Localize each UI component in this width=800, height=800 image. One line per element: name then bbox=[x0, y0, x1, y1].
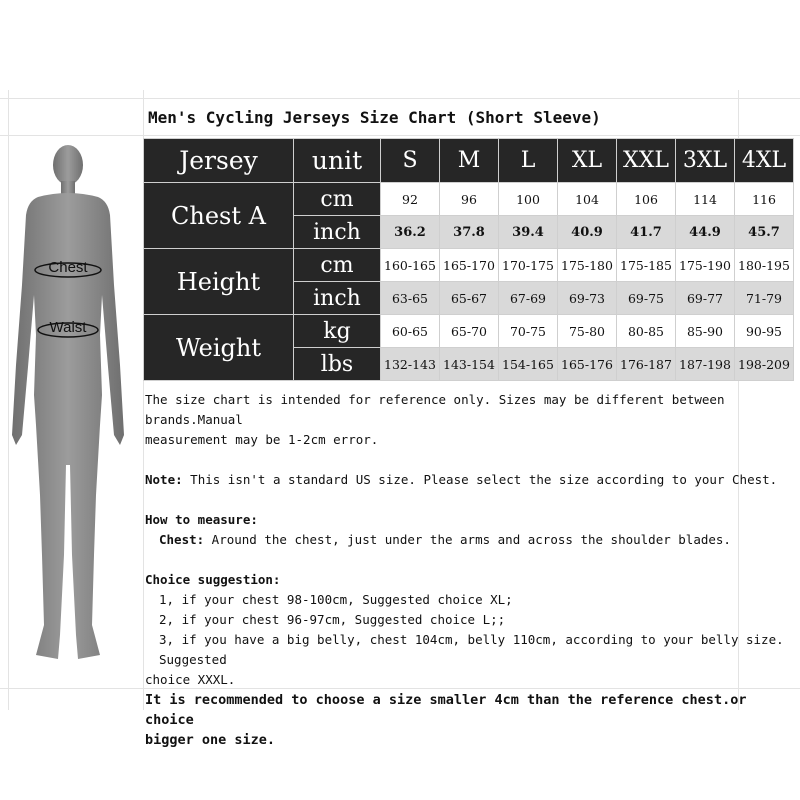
value-cell: 143-154 bbox=[440, 348, 499, 381]
value-cell: 116 bbox=[735, 183, 794, 216]
header-size: L bbox=[499, 139, 558, 183]
row-label-height: Height bbox=[144, 249, 294, 315]
value-cell: 69-77 bbox=[676, 282, 735, 315]
value-cell: 71-79 bbox=[735, 282, 794, 315]
value-cell: 37.8 bbox=[440, 216, 499, 249]
recommendation-text: bigger one size. bbox=[145, 732, 276, 748]
value-cell: 170-175 bbox=[499, 249, 558, 282]
choice-item: choice XXXL. bbox=[145, 672, 236, 687]
value-cell: 75-80 bbox=[558, 315, 617, 348]
table-row bbox=[144, 315, 794, 348]
header-size: S bbox=[381, 139, 440, 183]
notes-block bbox=[145, 390, 795, 750]
value-cell: 85-90 bbox=[676, 315, 735, 348]
value-cell: 92 bbox=[381, 183, 440, 216]
chest-label: Chest bbox=[48, 259, 88, 276]
unit-cell: inch bbox=[294, 282, 381, 315]
value-cell: 80-85 bbox=[617, 315, 676, 348]
value-cell: 65-70 bbox=[440, 315, 499, 348]
row-label-weight: Weight bbox=[144, 315, 294, 381]
value-cell: 36.2 bbox=[381, 216, 440, 249]
value-cell: 63-65 bbox=[381, 282, 440, 315]
table-row bbox=[144, 249, 794, 282]
unit-cell: lbs bbox=[294, 348, 381, 381]
value-cell: 45.7 bbox=[735, 216, 794, 249]
waist-label: Waist bbox=[49, 319, 87, 336]
value-cell: 180-195 bbox=[735, 249, 794, 282]
chart-title: Men's Cycling Jerseys Size Chart (Short Sleeve) bbox=[148, 108, 601, 127]
value-cell: 175-190 bbox=[676, 249, 735, 282]
value-cell: 90-95 bbox=[735, 315, 794, 348]
unit-cell: inch bbox=[294, 216, 381, 249]
chest-measure-text: Around the chest, just under the arms and across the shoulder blades. bbox=[204, 532, 731, 547]
value-cell: 104 bbox=[558, 183, 617, 216]
value-cell: 70-75 bbox=[499, 315, 558, 348]
value-cell: 44.9 bbox=[676, 216, 735, 249]
value-cell: 69-75 bbox=[617, 282, 676, 315]
note-label: Note: bbox=[145, 472, 183, 487]
header-size: M bbox=[440, 139, 499, 183]
row-label-chest: Chest A bbox=[144, 183, 294, 249]
choice-item: 3, if you have a big belly, chest 104cm, belly 110cm, according to your belly size. Suggested bbox=[159, 632, 784, 667]
header-size: XL bbox=[558, 139, 617, 183]
value-cell: 106 bbox=[617, 183, 676, 216]
size-table bbox=[143, 138, 794, 381]
value-cell: 160-165 bbox=[381, 249, 440, 282]
header-unit: unit bbox=[294, 139, 381, 183]
chest-measure-line bbox=[145, 530, 795, 550]
value-cell: 165-176 bbox=[558, 348, 617, 381]
note-text: This isn't a standard US size. Please select the size according to your Chest. bbox=[182, 472, 778, 487]
header-jersey: Jersey bbox=[144, 139, 294, 183]
body-silhouette-figure bbox=[8, 135, 143, 680]
value-cell: 154-165 bbox=[499, 348, 558, 381]
value-cell: 100 bbox=[499, 183, 558, 216]
value-cell: 187-198 bbox=[676, 348, 735, 381]
note-line bbox=[145, 470, 795, 490]
value-cell: 69-73 bbox=[558, 282, 617, 315]
value-cell: 65-67 bbox=[440, 282, 499, 315]
table-row bbox=[144, 183, 794, 216]
value-cell: 114 bbox=[676, 183, 735, 216]
unit-cell: cm bbox=[294, 249, 381, 282]
header-size: 3XL bbox=[676, 139, 735, 183]
value-cell: 96 bbox=[440, 183, 499, 216]
unit-cell: kg bbox=[294, 315, 381, 348]
value-cell: 67-69 bbox=[499, 282, 558, 315]
size-table-header-row bbox=[144, 139, 794, 183]
value-cell: 176-187 bbox=[617, 348, 676, 381]
unit-cell: cm bbox=[294, 183, 381, 216]
disclaimer-text: The size chart is intended for reference only. Sizes may be different between brands.Manual bbox=[145, 392, 725, 427]
value-cell: 41.7 bbox=[617, 216, 676, 249]
value-cell: 60-65 bbox=[381, 315, 440, 348]
choice-suggestion-heading: Choice suggestion: bbox=[145, 572, 281, 587]
how-to-measure-heading: How to measure: bbox=[145, 512, 258, 527]
value-cell: 132-143 bbox=[381, 348, 440, 381]
choice-item: 2, if your chest 96-97cm, Suggested choice L;; bbox=[159, 612, 506, 627]
header-size: 4XL bbox=[735, 139, 794, 183]
value-cell: 175-185 bbox=[617, 249, 676, 282]
value-cell: 40.9 bbox=[558, 216, 617, 249]
disclaimer-text: measurement may be 1-2cm error. bbox=[145, 432, 379, 447]
chest-measure-label: Chest: bbox=[159, 532, 205, 547]
value-cell: 39.4 bbox=[499, 216, 558, 249]
recommendation-text: It is recommended to choose a size smaller 4cm than the reference chest.or choice bbox=[145, 692, 747, 728]
header-size: XXL bbox=[617, 139, 676, 183]
value-cell: 175-180 bbox=[558, 249, 617, 282]
value-cell: 198-209 bbox=[735, 348, 794, 381]
value-cell: 165-170 bbox=[440, 249, 499, 282]
gridline bbox=[0, 98, 800, 99]
choice-item: 1, if your chest 98-100cm, Suggested choice XL; bbox=[159, 592, 513, 607]
